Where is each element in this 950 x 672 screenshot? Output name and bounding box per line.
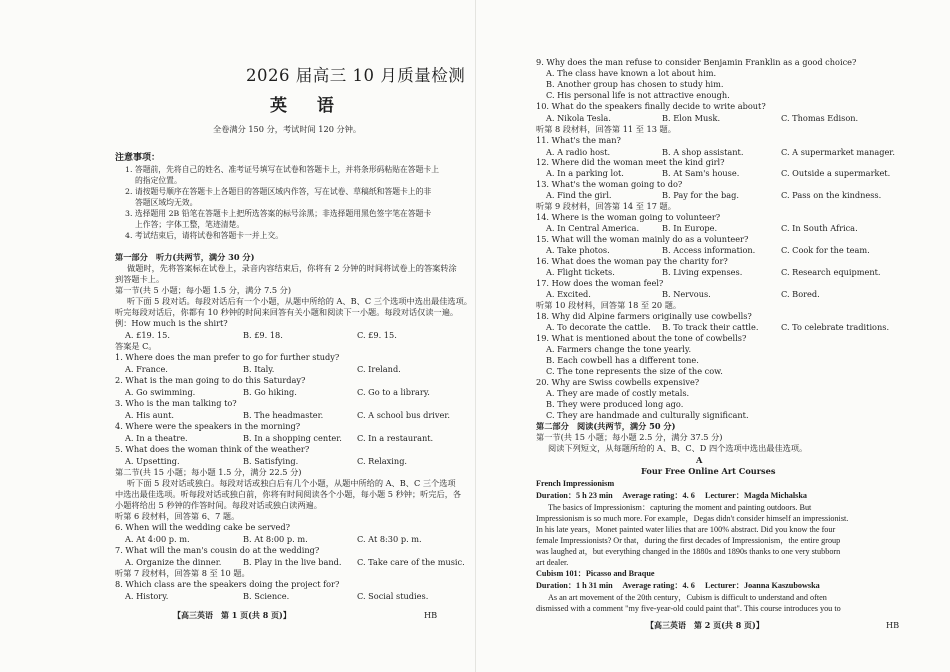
exam-title: 2026 届高三 10 月质量检测 (246, 66, 466, 85)
option: A. Farmers change the tone yearly. (546, 344, 692, 354)
option: C. Go to a library. (357, 387, 430, 397)
option: A. Nikola Tesla. (546, 113, 611, 123)
option: A. Find the girl. (546, 190, 612, 200)
notice-line: 1. 答题前，先将自己的姓名、准考证号填写在试卷和答题卡上，并将条形码粘贴在答题卡上 (125, 165, 439, 174)
section2-intro: 听下面 5 段对话或独白。每段对话或独白后有几个小题，从题中所给的 A、B、C 三个选项 (127, 478, 456, 488)
notice-line: 答题区域均无效。 (135, 198, 198, 207)
option: C. At 8:30 p. m. (357, 534, 422, 544)
course-meta: Duration：5 h 23 min Average rating：4. 6 Lecturer：Magda Michalska (536, 491, 808, 500)
material-note: 听第 7 段材料，回答第 8 至 10 题。 (115, 568, 250, 578)
question: 2. What is the man going to do this Saturday? (115, 375, 306, 385)
question: 15. What will the woman mainly do as a volunteer? (536, 234, 749, 244)
notice-line: 上作答；字体工整，笔迹清楚。 (135, 220, 245, 229)
option: B. To track their cattle. (662, 322, 759, 332)
question: 12. Where did the woman meet the kind girl? (536, 157, 725, 167)
question: 9. Why does the man refuse to consider Benjamin Franklin as a good choice? (536, 57, 857, 67)
option: B. Another group has chosen to study him. (546, 79, 724, 89)
option: A. They are made of costly metals. (546, 388, 690, 398)
option: A. In Central America. (546, 223, 640, 233)
notice-line: 4. 考试结束后，请将试卷和答题卡一并上交。 (125, 231, 284, 240)
option: A. Flight tickets. (546, 267, 615, 277)
option: A. In a parking lot. (546, 168, 624, 178)
score-info: 全卷满分 150 分，考试时间 120 分钟。 (213, 124, 362, 134)
option: A. His aunt. (125, 410, 175, 420)
material-note: 听第 6 段材料，回答第 6、7 题。 (115, 511, 240, 521)
question: 3. Who is the man talking to? (115, 398, 237, 408)
option: C. Take care of the music. (357, 557, 465, 567)
reading-section1-intro: 阅读下列短文，从每题所给的 A、B、C、D 四个选项中选出最佳选项。 (548, 443, 808, 453)
course-text: was laughed at，but everything changed in the 1880s and 1890s thanks to one very stubborn (536, 547, 841, 556)
option: C. Outside a supermarket. (781, 168, 891, 178)
example-option: C. £9. 15. (357, 330, 397, 340)
question: 13. What's the woman going to do? (536, 179, 683, 189)
option: C. To celebrate traditions. (781, 322, 890, 332)
option: B. Elon Musk. (662, 113, 721, 123)
option: C. Cook for the team. (781, 245, 870, 255)
option: B. Pay for the bag. (662, 190, 739, 200)
passage-label: A (696, 455, 703, 465)
option: A. Upsetting. (125, 456, 180, 466)
option: A. France. (125, 364, 168, 374)
option: B. In a shopping center. (243, 433, 342, 443)
option: C. Bored. (781, 289, 820, 299)
option: C. In a restaurant. (357, 433, 434, 443)
option: C. Research equipment. (781, 267, 881, 277)
question: 16. What does the woman pay the charity for? (536, 256, 728, 266)
page-code: HB (886, 620, 900, 630)
course-text: Impressionism is so much more. For example，Degas didn't consider himself an impressionist. (536, 514, 849, 523)
course-title: French Impressionism (536, 479, 615, 488)
course-meta: Duration：1 h 31 min Average rating：4. 6 Lecturer：Joanna Kaszubowska (536, 581, 820, 590)
reading-section1-heading: 第一节(共 15 小题；每小题 2.5 分，满分 37.5 分) (536, 432, 723, 442)
option: C. In South Africa. (781, 223, 858, 233)
course-title: Cubism 101：Picasso and Braque (536, 569, 655, 578)
question: 5. What does the woman think of the weather? (115, 444, 310, 454)
example-question: 例：How much is the shirt? (115, 318, 228, 328)
option: C. Pass on the kindness. (781, 190, 882, 200)
question: 1. Where does the man prefer to go for further study? (115, 352, 340, 362)
course-text: As an art movement of the 20th century，Cubism is difficult to understand and often (548, 593, 827, 602)
option: B. At 8:00 p. m. (243, 534, 308, 544)
option: A. Take photos. (546, 245, 610, 255)
option: C. The tone represents the size of the cow. (546, 366, 723, 376)
option: A. History. (125, 591, 169, 601)
option: B. They were produced long ago. (546, 399, 684, 409)
option: C. Social studies. (357, 591, 429, 601)
option: A. Excited. (546, 289, 591, 299)
section2-heading: 第二节(共 15 小题；每小题 1.5 分，满分 22.5 分) (115, 467, 302, 477)
course-text: In his late years，Monet painted water lilies that are 100% abstract. Did you know the four (536, 525, 836, 534)
course-text: The basics of Impressionism：capturing the moment and painting outdoors. But (548, 503, 812, 512)
option: B. Italy. (243, 364, 275, 374)
option: A. To decorate the cattle. (546, 322, 651, 332)
question: 18. Why did Alpine farmers originally use cowbells? (536, 311, 752, 321)
option: B. Satisfying. (243, 456, 299, 466)
part1-heading: 第一部分 听力(共两节，满分 30 分) (115, 252, 255, 262)
example-option: B. £9. 18. (243, 330, 283, 340)
notice-line: 的指定位置。 (135, 176, 182, 185)
option: A. Go swimming. (125, 387, 196, 397)
material-note: 听第 10 段材料，回答第 18 至 20 题。 (536, 300, 682, 310)
question: 11. What's the man? (536, 135, 621, 145)
material-note: 听第 8 段材料，回答第 11 至 13 题。 (536, 124, 676, 134)
page-footer: 【高三英语 第 1 页(共 8 页)】 (173, 610, 291, 620)
section2-intro: 小题将给出 5 秒钟的作答时间。每段对话或独白读两遍。 (115, 500, 322, 510)
section2-intro: 中选出最佳选项。听每段对话或独白前，你将有时间阅读各个小题，每小题 5 秒钟；听完后，各 (115, 489, 462, 499)
option: C. His personal life is not attractive enough. (546, 90, 730, 100)
part1-intro: 到答题卡上。 (115, 274, 165, 284)
course-text: art dealer. (536, 558, 569, 567)
subject-title: 英 语 (270, 96, 346, 116)
question: 8. Which class are the speakers doing the project for? (115, 579, 340, 589)
notice-line: 2. 请按题号顺序在答题卡上各题目的答题区域内作答，写在试卷、草稿纸和答题卡上的非 (125, 187, 432, 196)
option: A. In a theatre. (125, 433, 188, 443)
section1-intro: 听下面 5 段对话。每段对话后有一个小题，从题中所给的 A、B、C 三个选项中选出最佳选项。 (127, 296, 472, 306)
option: C. Thomas Edison. (781, 113, 859, 123)
section1-heading: 第一节(共 5 小题；每小题 1.5 分，满分 7.5 分) (115, 285, 292, 295)
part1-intro: 做题时，先将答案标在试卷上，录音内容结束后，你将有 2 分钟的时间将试卷上的答案转涂 (127, 263, 457, 273)
option: C. A supermarket manager. (781, 147, 895, 157)
option: B. Science. (243, 591, 290, 601)
page-footer: 【高三英语 第 2 页(共 8 页)】 (646, 620, 764, 630)
example-option: A. £19. 15. (125, 330, 170, 340)
option: A. At 4:00 p. m. (125, 534, 190, 544)
option: C. A school bus driver. (357, 410, 451, 420)
question: 6. When will the wedding cake be served? (115, 522, 290, 532)
notice-heading: 注意事项： (115, 153, 161, 163)
page-code: HB (424, 610, 438, 620)
question: 20. Why are Swiss cowbells expensive? (536, 377, 700, 387)
material-note: 听第 9 段材料，回答第 14 至 17 题。 (536, 201, 676, 211)
option: B. At Sam's house. (662, 168, 740, 178)
course-text: female Impressionists? Or that，during the first decades of Impressionism，the entire group (536, 536, 841, 545)
question: 14. Where is the woman going to volunteer? (536, 212, 721, 222)
option: B. Access information. (662, 245, 756, 255)
option: C. Ireland. (357, 364, 401, 374)
option: B. Play in the live band. (243, 557, 342, 567)
option: A. A radio host. (546, 147, 611, 157)
question: 10. What do the speakers finally decide to write about? (536, 101, 766, 111)
option: A. The class have known a lot about him. (546, 68, 717, 78)
question: 17. How does the woman feel? (536, 278, 664, 288)
example-answer: 答案是 C。 (115, 341, 157, 351)
course-text: dismissed with a comment "my five-year-old could paint that". This course introduces you to (536, 604, 841, 613)
option: C. Relaxing. (357, 456, 408, 466)
page-2 (475, 0, 950, 672)
notice-line: 3. 选择题用 2B 铅笔在答题卡上把所选答案的标号涂黑；非选择题用黑色签字笔在答题卡 (125, 209, 432, 218)
question: 7. What will the man's cousin do at the wedding? (115, 545, 320, 555)
option: A. Organize the dinner. (125, 557, 222, 567)
question: 4. Where were the speakers in the morning? (115, 421, 301, 431)
option: B. Go hiking. (243, 387, 297, 397)
option: C. They are handmade and culturally significant. (546, 410, 749, 420)
option: B. Living expenses. (662, 267, 743, 277)
option: B. In Europe. (662, 223, 718, 233)
question: 19. What is mentioned about the tone of cowbells? (536, 333, 747, 343)
option: B. Nervous. (662, 289, 711, 299)
passage-title: Four Free Online Art Courses (641, 466, 776, 476)
section1-intro: 听完每段对话后，你都有 10 秒钟的时间来回答有关小题和阅读下一小题。每段对话仅读一遍。 (115, 307, 459, 317)
option: B. The headmaster. (243, 410, 324, 420)
option: B. A shop assistant. (662, 147, 744, 157)
option: B. Each cowbell has a different tone. (546, 355, 699, 365)
part2-heading: 第二部分 阅读(共两节，满分 50 分) (536, 421, 676, 431)
